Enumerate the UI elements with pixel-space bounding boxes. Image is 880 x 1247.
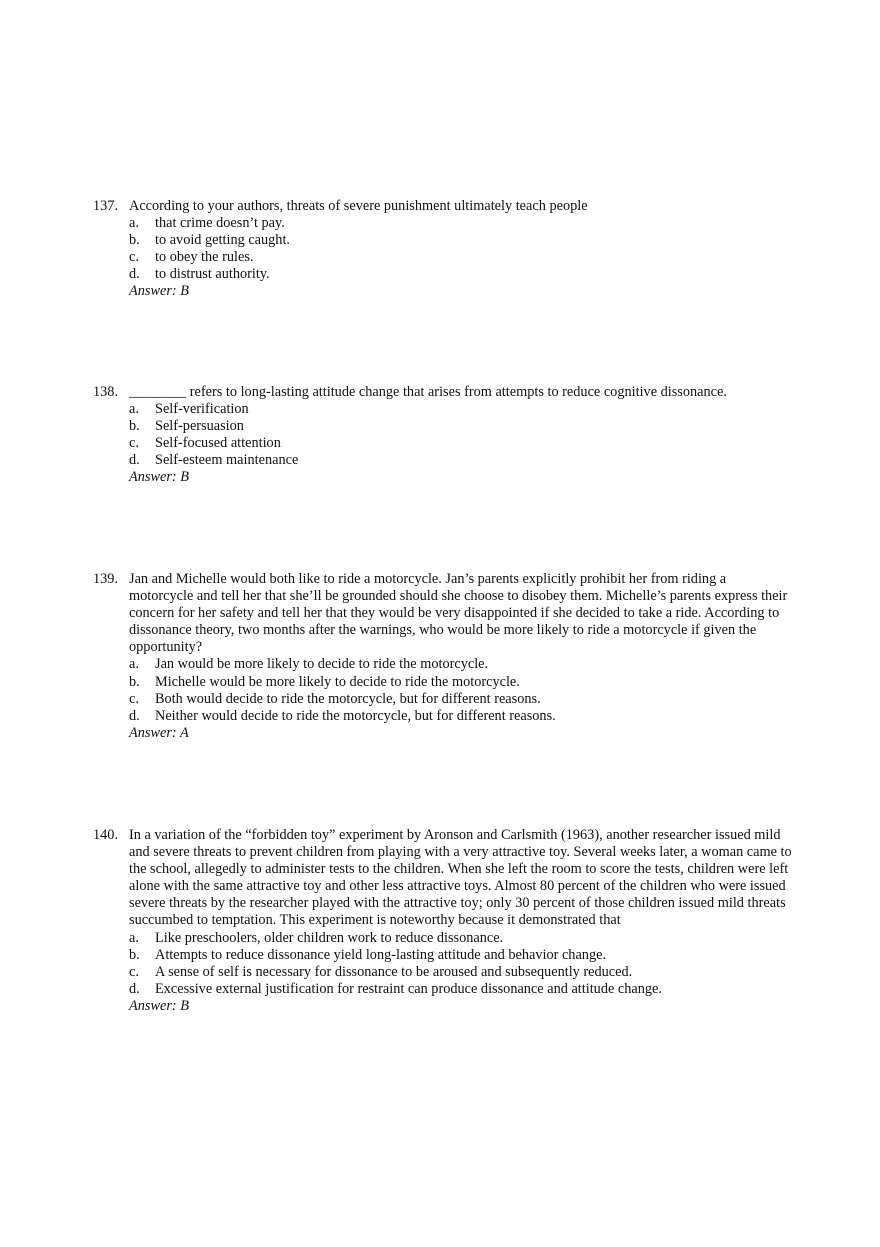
option-letter: d. bbox=[129, 266, 140, 283]
question-137 bbox=[93, 198, 793, 301]
option-letter: a. bbox=[129, 401, 139, 418]
question-number: 139. bbox=[93, 571, 119, 587]
option-letter: b. bbox=[129, 418, 140, 435]
option-text: Like preschoolers, older children work to reduce dissonance. bbox=[155, 929, 504, 946]
option-text: Jan would be more likely to decide to ride the motorcycle. bbox=[155, 656, 489, 673]
question-stem bbox=[93, 384, 793, 401]
option-text: Self-focused attention bbox=[155, 435, 281, 452]
option-letter: a. bbox=[129, 929, 139, 946]
answer-key: Answer: B bbox=[129, 283, 189, 300]
option-a bbox=[93, 215, 793, 232]
question-140 bbox=[93, 827, 793, 1015]
question-stem bbox=[93, 571, 793, 656]
question-text: According to your authors, threats of severe punishment ultimately teach people bbox=[129, 198, 588, 214]
option-a bbox=[93, 930, 793, 947]
answer-options bbox=[93, 215, 793, 283]
question-stem bbox=[93, 827, 793, 930]
option-letter: c. bbox=[129, 435, 139, 452]
option-letter: d. bbox=[129, 452, 140, 469]
option-b bbox=[93, 947, 793, 964]
option-text: Michelle would be more likely to decide to ride the motorcycle. bbox=[155, 673, 520, 690]
question-number: 140. bbox=[93, 827, 119, 843]
answer-options bbox=[93, 656, 793, 724]
question-number: 138. bbox=[93, 384, 119, 400]
option-text: to obey the rules. bbox=[155, 249, 254, 266]
question-text: In a variation of the “forbidden toy” experiment by Aronson and Carlsmith (1963), another researcher issued mild and severe threats to prevent children from playing with a very attractive toy. Several weeks later, a woman came to the school, allegedly to administer tests to the children. When she left the room to score the tests, children were left alone with the same attractive toy and other less attractive toys. Almost 80 percent of the children who were issued severe threats by the researcher played with the attractive toy; only 30 percent of those children issued mild threats succumbed to temptation. This experiment is noteworthy because it demonstrated that bbox=[129, 827, 792, 929]
question-stem bbox=[93, 198, 793, 215]
option-text: Excessive external justification for restraint can produce dissonance and attitude change. bbox=[155, 980, 662, 997]
option-c bbox=[93, 249, 793, 266]
option-text: Self-esteem maintenance bbox=[155, 452, 299, 469]
option-a bbox=[93, 401, 793, 418]
option-c bbox=[93, 691, 793, 708]
question-number: 137. bbox=[93, 198, 119, 214]
option-d bbox=[93, 266, 793, 283]
option-text: Self-persuasion bbox=[155, 418, 244, 435]
answer-key: Answer: A bbox=[129, 724, 189, 741]
option-a bbox=[93, 656, 793, 673]
option-letter: a. bbox=[129, 656, 139, 673]
option-letter: b. bbox=[129, 946, 140, 963]
option-letter: b. bbox=[129, 673, 140, 690]
option-d bbox=[93, 708, 793, 725]
question-138 bbox=[93, 384, 793, 487]
option-text: A sense of self is necessary for dissonance to be aroused and subsequently reduced. bbox=[155, 963, 633, 980]
option-text: to avoid getting caught. bbox=[155, 232, 290, 249]
option-b bbox=[93, 232, 793, 249]
option-text: to distrust authority. bbox=[155, 266, 270, 283]
option-letter: c. bbox=[129, 963, 139, 980]
option-text: that crime doesn’t pay. bbox=[155, 215, 285, 232]
option-letter: b. bbox=[129, 232, 140, 249]
option-b bbox=[93, 418, 793, 435]
option-text: Self-verification bbox=[155, 401, 249, 418]
question-text: ________ refers to long-lasting attitude change that arises from attempts to reduce cognitive dissonance. bbox=[129, 384, 727, 400]
option-text: Attempts to reduce dissonance yield long-lasting attitude and behavior change. bbox=[155, 946, 607, 963]
answer-options bbox=[93, 401, 793, 469]
answer-options bbox=[93, 930, 793, 998]
answer-key: Answer: B bbox=[129, 997, 189, 1014]
question-text: Jan and Michelle would both like to ride a motorcycle. Jan’s parents explicitly prohibit her from riding a motorcycle and tell her that she’ll be grounded should she choose to disobey them. Michelle’s parents express their concern for her safety and tell her that they would be very disappointed if she decided to take a ride. According to dissonance theory, two months after the warnings, who would be more likely to ride a motorcycle if given the opportunity? bbox=[129, 571, 788, 656]
question-139 bbox=[93, 571, 793, 742]
option-letter: d. bbox=[129, 707, 140, 724]
option-letter: d. bbox=[129, 980, 140, 997]
option-d bbox=[93, 452, 793, 469]
option-letter: a. bbox=[129, 215, 139, 232]
option-c bbox=[93, 435, 793, 452]
option-letter: c. bbox=[129, 690, 139, 707]
option-d bbox=[93, 981, 793, 998]
option-text: Neither would decide to ride the motorcycle, but for different reasons. bbox=[155, 707, 556, 724]
answer-key: Answer: B bbox=[129, 469, 189, 486]
option-letter: c. bbox=[129, 249, 139, 266]
option-text: Both would decide to ride the motorcycle, but for different reasons. bbox=[155, 690, 541, 707]
option-b bbox=[93, 674, 793, 691]
option-c bbox=[93, 964, 793, 981]
